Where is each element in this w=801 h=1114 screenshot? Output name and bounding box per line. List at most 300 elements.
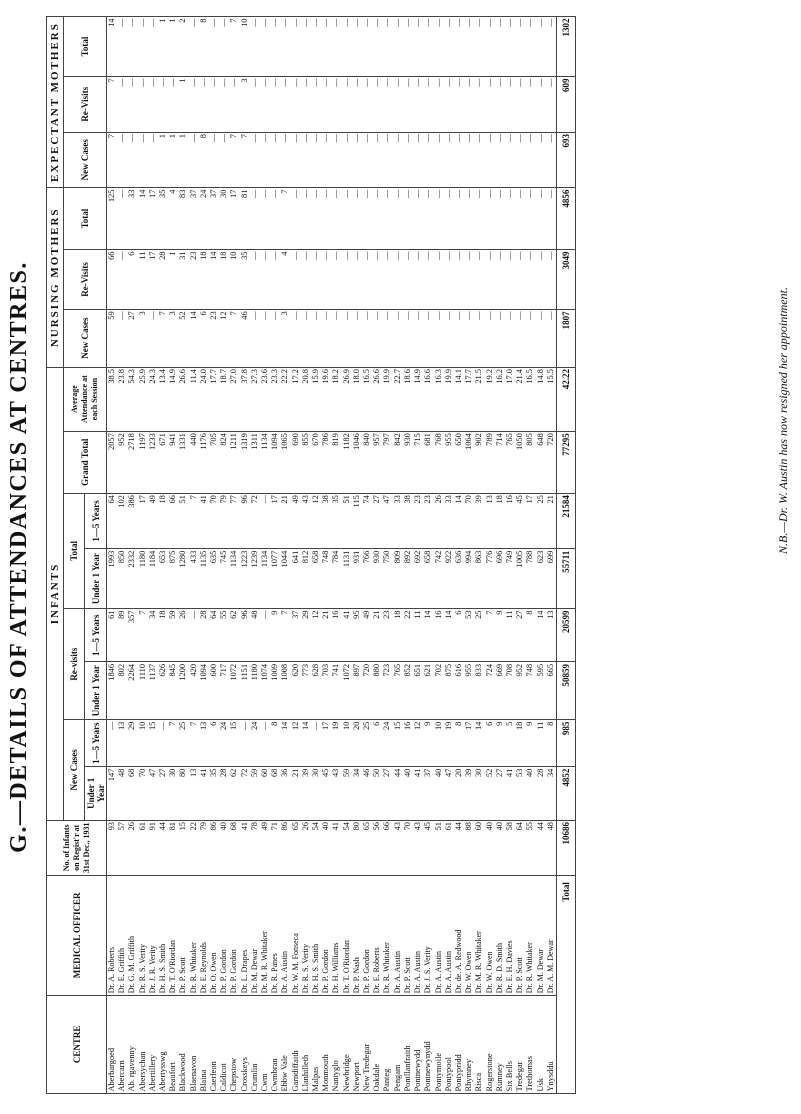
nm-new-cases: —	[352, 309, 362, 367]
total-1to5: 16	[505, 493, 515, 549]
revisit-1to5: 13	[546, 609, 557, 662]
em-new-cases: —	[434, 132, 444, 188]
new-1to5: 11	[536, 720, 546, 767]
em-re-visits: —	[352, 76, 362, 132]
revisit-under1: 875	[444, 662, 454, 720]
em-re-visits: —	[342, 76, 352, 132]
header-medical-officer: MEDICAL OFFICER	[47, 876, 107, 996]
total-under1: 433	[189, 549, 199, 609]
total-under1: 641	[291, 549, 301, 609]
table-row	[434, 17, 444, 1094]
medical-officer: Dr. P. Gordon	[229, 876, 239, 996]
header-infants-total: Total	[64, 493, 85, 608]
nm-re-visits: 14	[209, 250, 219, 310]
nm-total: —	[372, 188, 382, 250]
revisit-1to5: 12	[311, 609, 321, 662]
grand-total: 789	[485, 431, 495, 493]
table-row	[372, 17, 382, 1094]
average-attendance: 37.8	[240, 367, 250, 431]
nm-new-cases: —	[464, 309, 474, 367]
revisit-under1: 1009	[270, 662, 280, 720]
em-re-visits: —	[209, 76, 219, 132]
average-attendance: 23.3	[270, 367, 280, 431]
revisit-1to5: 55	[219, 609, 229, 662]
total-under1: 931	[352, 549, 362, 609]
infants-on-register: 48	[546, 820, 557, 876]
centre-name: Abertillery	[148, 995, 158, 1093]
medical-officer: Dr. A. Austin	[434, 876, 444, 996]
em-new-cases: —	[525, 132, 535, 188]
new-1to5: 24	[250, 720, 260, 767]
revisit-1to5: 9	[270, 609, 280, 662]
infants-on-register: 26	[301, 820, 311, 876]
revisit-1to5: 11	[505, 609, 515, 662]
infants-on-register: 58	[505, 820, 515, 876]
em-total: —	[423, 17, 433, 77]
nm-new-cases: —	[546, 309, 557, 367]
em-new-cases: —	[219, 132, 229, 188]
centre-name: Malpas	[311, 995, 321, 1093]
revisit-under1: 621	[423, 662, 433, 720]
revisit-under1: 626	[158, 662, 168, 720]
table-row	[178, 17, 188, 1094]
total-under1: 994	[464, 549, 474, 609]
em-new-cases: —	[331, 132, 341, 188]
nm-total: 17	[148, 188, 158, 250]
em-re-visits: —	[117, 76, 127, 132]
nm-new-cases: 23	[209, 309, 219, 367]
nm-new-cases: —	[382, 309, 392, 367]
grand-total: 1311	[250, 431, 260, 493]
total-under1: 850	[117, 549, 127, 609]
em-re-visits: —	[270, 76, 280, 132]
grand-total: 1319	[240, 431, 250, 493]
total-1to5: 18	[495, 493, 505, 549]
nm-re-visits: 18	[219, 250, 229, 310]
em-re-visits: —	[382, 76, 392, 132]
centre-name: Chepstow	[229, 995, 239, 1093]
new-1to5: 12	[413, 720, 423, 767]
revisit-under1: 420	[189, 662, 199, 720]
grand-total: 670	[311, 431, 321, 493]
new-under1: 13	[189, 767, 199, 820]
grand-total: 1176	[199, 431, 209, 493]
nm-new-cases: —	[250, 309, 260, 367]
grand-total: 952	[117, 431, 127, 493]
total-1to5: 66	[168, 493, 178, 549]
centre-name: Rhymney	[464, 995, 474, 1093]
average-attendance: 20.8	[301, 367, 311, 431]
grand-total: 902	[474, 431, 484, 493]
total-1to5: 12	[311, 493, 321, 549]
grand-total: 930	[403, 431, 413, 493]
table-row	[199, 17, 209, 1094]
grand-total: 842	[393, 431, 403, 493]
average-attendance: 19.9	[444, 367, 454, 431]
total-1to5: 26	[434, 493, 444, 549]
em-re-visits: —	[495, 76, 505, 132]
centre-name: Tredegar	[515, 995, 525, 1093]
table-row	[444, 17, 454, 1094]
nm-re-visits: 28	[158, 250, 168, 310]
page-title: G.—DETAILS OF ATTENDANCES AT CENTRES.	[6, 261, 32, 853]
em-re-visits: —	[403, 76, 413, 132]
new-1to5: —	[240, 720, 250, 767]
em-new-cases: —	[464, 132, 474, 188]
em-total: —	[434, 17, 444, 77]
total-1to5: 45	[515, 493, 525, 549]
infants-on-register: 65	[362, 820, 372, 876]
em-re-visits: —	[321, 76, 331, 132]
average-attendance: 21.5	[474, 367, 484, 431]
infants-on-register: 65	[291, 820, 301, 876]
em-re-visits: —	[250, 76, 260, 132]
new-under1: 27	[382, 767, 392, 820]
centre-name: Pengam	[393, 995, 403, 1093]
centre-name: Newbridge	[342, 995, 352, 1093]
infants-on-register: 64	[515, 820, 525, 876]
medical-officer: Dr. L. Drapes	[240, 876, 250, 996]
average-attendance: 24.3	[148, 367, 158, 431]
em-total: —	[342, 17, 352, 77]
em-new-cases: 8	[199, 132, 209, 188]
nm-total: —	[260, 188, 270, 250]
table-row	[464, 17, 474, 1094]
grand-total: 955	[444, 431, 454, 493]
new-under1: 80	[178, 767, 188, 820]
medical-officer: Dr. R. Whitaker	[525, 876, 535, 996]
revisit-1to5: 11	[413, 609, 423, 662]
average-attendance: 24.0	[199, 367, 209, 431]
revisit-under1: 1072	[229, 662, 239, 720]
nm-re-visits: 10	[229, 250, 239, 310]
total-under1: 930	[372, 549, 382, 609]
revisit-1to5: 357	[127, 609, 137, 662]
revisit-under1: 802	[117, 662, 127, 720]
nm-total: 30	[219, 188, 229, 250]
revisit-1to5: 29	[301, 609, 311, 662]
medical-officer: Dr. T. O'Riordan	[342, 876, 352, 996]
nm-new-cases: —	[434, 309, 444, 367]
total-1to5: 13	[485, 493, 495, 549]
average-attendance: 19.6	[321, 367, 331, 431]
table-row	[219, 17, 229, 1094]
em-total: —	[505, 17, 515, 77]
centre-name: Cwm	[260, 995, 270, 1093]
em-re-visits: —	[525, 76, 535, 132]
nm-new-cases: 27	[127, 309, 137, 367]
infants-on-register: 40	[219, 820, 229, 876]
total-under1: 1131	[342, 549, 352, 609]
new-under1: 68	[127, 767, 137, 820]
revisit-under1: 703	[321, 662, 331, 720]
total-under1: 658	[423, 549, 433, 609]
em-new-cases: —	[209, 132, 219, 188]
revisit-1to5: 16	[434, 609, 444, 662]
revisit-under1: 897	[352, 662, 362, 720]
total-1to5: 51	[342, 493, 352, 549]
new-under1: 45	[321, 767, 331, 820]
em-total: —	[321, 17, 331, 77]
revisit-under1: 1137	[148, 662, 158, 720]
revisit-under1: 600	[209, 662, 219, 720]
revisit-under1: 720	[362, 662, 372, 720]
nm-re-visits: 23	[189, 250, 199, 310]
revisit-1to5: 23	[382, 609, 392, 662]
revisit-1to5: 62	[229, 609, 239, 662]
em-re-visits: —	[219, 76, 229, 132]
average-attendance: 17.0	[505, 367, 515, 431]
medical-officer: Dr. W. Owen	[464, 876, 474, 996]
revisit-1to5: 49	[362, 609, 372, 662]
em-new-cases: —	[270, 132, 280, 188]
total-under1: 749	[505, 549, 515, 609]
em-new-cases: —	[362, 132, 372, 188]
grand-total: 824	[219, 431, 229, 493]
em-new-cases: —	[382, 132, 392, 188]
nm-new-cases: —	[148, 309, 158, 367]
em-new-cases: —	[485, 132, 495, 188]
nm-re-visits: —	[495, 250, 505, 310]
total-1to5: 17	[270, 493, 280, 549]
grand-total: 1064	[464, 431, 474, 493]
centre-name: Caerleon	[209, 995, 219, 1093]
revisit-under1: 1200	[178, 662, 188, 720]
em-total: —	[403, 17, 413, 77]
table-body	[107, 17, 557, 1094]
nm-new-cases: —	[423, 309, 433, 367]
centre-name: Nantyglo	[331, 995, 341, 1093]
nm-re-visits: —	[250, 250, 260, 310]
medical-officer: Dr. P. Scott	[515, 876, 525, 996]
nm-new-cases: —	[536, 309, 546, 367]
em-re-visits: 1	[178, 76, 188, 132]
centre-name: Abersychan	[138, 995, 148, 1093]
grand-total: 715	[413, 431, 423, 493]
total-1to5: 74	[362, 493, 372, 549]
nm-new-cases: 52	[178, 309, 188, 367]
new-1to5: 29	[127, 720, 137, 767]
total-new-1to5: 985	[556, 720, 575, 767]
em-total: —	[138, 17, 148, 77]
new-under1: 37	[423, 767, 433, 820]
total-under1: 922	[444, 549, 454, 609]
centre-name: Aberbargoed	[107, 995, 118, 1093]
nm-new-cases: —	[525, 309, 535, 367]
nm-total: —	[536, 188, 546, 250]
new-under1: 40	[525, 767, 535, 820]
medical-officer: Dr. P. Scott	[178, 876, 188, 996]
total-under1: 1044	[280, 549, 290, 609]
centre-name: Beaufort	[168, 995, 178, 1093]
em-new-cases: 7	[240, 132, 250, 188]
em-re-visits: —	[199, 76, 209, 132]
em-new-cases: —	[117, 132, 127, 188]
total-under1: 658	[311, 549, 321, 609]
revisit-1to5: 26	[178, 609, 188, 662]
average-attendance: 25.9	[138, 367, 148, 431]
em-re-visits: —	[331, 76, 341, 132]
nm-re-visits: —	[413, 250, 423, 310]
revisit-1to5: 9	[495, 609, 505, 662]
em-re-visits: —	[291, 76, 301, 132]
total-1to5: 38	[403, 493, 413, 549]
infants-on-register: 41	[240, 820, 250, 876]
revisit-1to5: 37	[291, 609, 301, 662]
total-nm-re-visits: 3049	[556, 250, 575, 310]
em-total: —	[464, 17, 474, 77]
infants-on-register: 93	[107, 820, 118, 876]
total-under1: 1005	[515, 549, 525, 609]
revisit-under1: 880	[372, 662, 382, 720]
em-total: 2	[178, 17, 188, 77]
centre-name: Abercarn	[117, 995, 127, 1093]
revisit-under1: 773	[301, 662, 311, 720]
nm-new-cases: —	[372, 309, 382, 367]
revisit-under1: 723	[382, 662, 392, 720]
header-nm-total: Total	[64, 188, 107, 250]
nm-total: —	[342, 188, 352, 250]
em-total: —	[382, 17, 392, 77]
total-under1: 1993	[107, 549, 118, 609]
average-attendance: 22.7	[393, 367, 403, 431]
total-under1: 1134	[229, 549, 239, 609]
header-nm-re-visits: Re-Visits	[64, 250, 107, 310]
new-under1: 30	[311, 767, 321, 820]
total-under1: 788	[525, 549, 535, 609]
medical-officer: Dr. P. Gordon	[362, 876, 372, 996]
em-new-cases: 7	[229, 132, 239, 188]
new-under1: 34	[546, 767, 557, 820]
total-1to5: 79	[219, 493, 229, 549]
total-em-re-visits: 609	[556, 76, 575, 132]
nm-new-cases: —	[270, 309, 280, 367]
grand-total: 1331	[178, 431, 188, 493]
average-attendance: 14.1	[454, 367, 464, 431]
nm-total: —	[382, 188, 392, 250]
new-under1: 41	[505, 767, 515, 820]
nm-re-visits: —	[270, 250, 280, 310]
revisit-1to5: 16	[331, 609, 341, 662]
total-1to5: 70	[209, 493, 219, 549]
em-total: —	[280, 17, 290, 77]
em-re-visits: —	[311, 76, 321, 132]
em-re-visits: —	[536, 76, 546, 132]
nm-total: —	[525, 188, 535, 250]
revisit-under1: 2264	[127, 662, 137, 720]
new-1to5: —	[311, 720, 321, 767]
new-under1: 70	[138, 767, 148, 820]
nm-new-cases: —	[291, 309, 301, 367]
nm-total: 37	[209, 188, 219, 250]
table-row	[423, 17, 433, 1094]
nm-re-visits: —	[485, 250, 495, 310]
revisit-under1: 845	[168, 662, 178, 720]
revisit-1to5: 95	[352, 609, 362, 662]
medical-officer: Dr. R. Panes	[270, 876, 280, 996]
table-row	[250, 17, 260, 1094]
total-under1: 766	[362, 549, 372, 609]
total-1to5: 23	[413, 493, 423, 549]
total-under1: 635	[209, 549, 219, 609]
nm-total: 14	[138, 188, 148, 250]
em-total: 14	[107, 17, 118, 77]
em-new-cases: —	[148, 132, 158, 188]
revisit-1to5: 8	[525, 609, 535, 662]
em-new-cases: —	[546, 132, 557, 188]
total-1to5: 43	[301, 493, 311, 549]
infants-on-register: 91	[148, 820, 158, 876]
infants-on-register: 80	[352, 820, 362, 876]
table-row	[189, 17, 199, 1094]
em-total: —	[291, 17, 301, 77]
infants-on-register: 86	[209, 820, 219, 876]
revisit-under1: 1110	[138, 662, 148, 720]
average-attendance: 16.6	[423, 367, 433, 431]
revisit-under1: 616	[454, 662, 464, 720]
new-under1: 28	[219, 767, 229, 820]
new-1to5: —	[107, 720, 118, 767]
nm-re-visits: —	[464, 250, 474, 310]
average-attendance: 23.6	[260, 367, 270, 431]
nm-re-visits: —	[260, 250, 270, 310]
nm-total: —	[546, 188, 557, 250]
average-attendance: 14.8	[536, 367, 546, 431]
nm-total: 81	[240, 188, 250, 250]
centre-name: Newport	[352, 995, 362, 1093]
revisit-under1: 665	[546, 662, 557, 720]
grand-total: 765	[505, 431, 515, 493]
em-new-cases: —	[321, 132, 331, 188]
new-under1: 39	[301, 767, 311, 820]
new-under1: 40	[403, 767, 413, 820]
em-re-visits: —	[229, 76, 239, 132]
em-total: —	[362, 17, 372, 77]
em-total: —	[474, 17, 484, 77]
table-row	[127, 17, 137, 1094]
new-under1: 43	[331, 767, 341, 820]
total-1to5: 72	[250, 493, 260, 549]
table-row	[107, 17, 118, 1094]
em-new-cases: —	[423, 132, 433, 188]
em-new-cases: 1	[168, 132, 178, 188]
em-total: —	[117, 17, 127, 77]
revisit-1to5: 21	[321, 609, 331, 662]
new-under1: 34	[352, 767, 362, 820]
footnote: N.B.—Dr. W. Austin has now resigned her appointment.	[776, 287, 790, 554]
new-under1: 41	[199, 767, 209, 820]
total-1to5: 51	[178, 493, 188, 549]
em-re-visits: —	[515, 76, 525, 132]
nm-new-cases: —	[117, 309, 127, 367]
header-expectant-mothers: EXPECTANT MOTHERS	[47, 17, 64, 188]
medical-officer: Dr. P. Scott	[403, 876, 413, 996]
table-row	[495, 17, 505, 1094]
medical-officer: Dr. G. M. Griffith	[127, 876, 137, 996]
revisit-1to5: 34	[148, 609, 158, 662]
em-re-visits: —	[393, 76, 403, 132]
grand-total: 855	[301, 431, 311, 493]
new-1to5: 16	[403, 720, 413, 767]
medical-officer: Dr. M. Dewar	[536, 876, 546, 996]
medical-officer: Dr. J. S. Verity	[423, 876, 433, 996]
total-new-under1: 4852	[556, 767, 575, 820]
medical-officer: Dr. O. Owen	[209, 876, 219, 996]
centre-name: New Tredegar	[362, 995, 372, 1093]
new-1to5: 5	[505, 720, 515, 767]
em-total: —	[331, 17, 341, 77]
em-total: —	[485, 17, 495, 77]
